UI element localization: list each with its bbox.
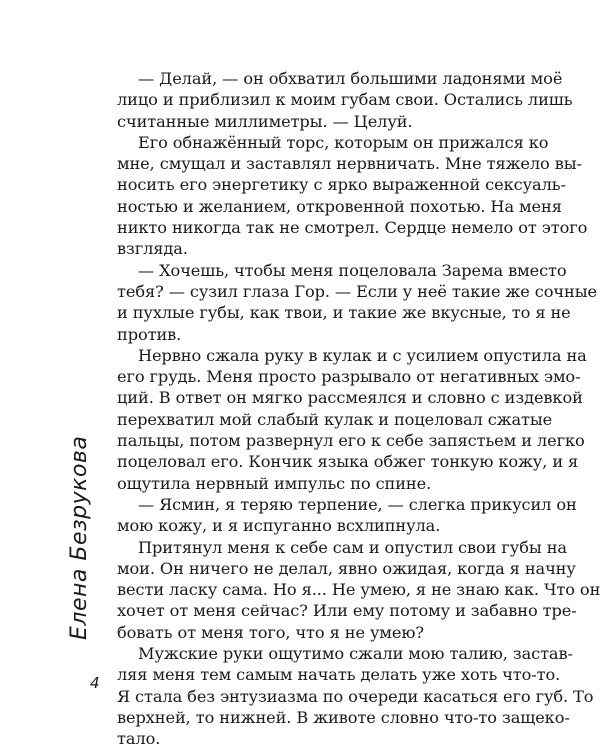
text-line: ощутила нервный импульс по спине. bbox=[117, 473, 432, 493]
text-line: лицо и приблизил к моим губам свои. Остались лишь bbox=[117, 90, 573, 110]
text-line: носить его энергетику с ярко выраженной сексуаль- bbox=[117, 175, 566, 195]
text-line: мою кожу, и я испуганно всхлипнула. bbox=[117, 516, 441, 536]
text-line: верхней, то нижней. В животе словно что-то защеко- bbox=[117, 707, 570, 727]
text-line: бовать от меня того, что я не умею? bbox=[117, 622, 424, 642]
text-line: Мужские руки ощутимо сжали мою талию, застав- bbox=[138, 644, 573, 664]
paragraph bbox=[117, 494, 577, 537]
paragraph bbox=[117, 68, 573, 132]
body-text bbox=[117, 68, 600, 750]
text-line: никто никогда так не смотрел. Сердце немело от этого bbox=[117, 218, 588, 238]
text-line: тало. bbox=[117, 729, 161, 749]
paragraph bbox=[117, 345, 587, 494]
text-line: ций. В ответ он мягко рассмеялся и словно с издевкой bbox=[117, 388, 583, 408]
text-line: Я стала без энтузиазма по очереди касаться его губ. То bbox=[117, 686, 594, 706]
text-line: поцеловал его. Кончик языка обжег тонкую кожу, и я bbox=[117, 452, 579, 472]
text-line: пальцы, потом развернул его к себе запястьем и легко bbox=[117, 431, 585, 451]
text-line: ностью и желанием, откровенной похотью. На меня bbox=[117, 196, 562, 216]
text-line: его грудь. Меня просто разрывало от негативных эмо- bbox=[117, 367, 581, 387]
author-name: Елена Безрукова bbox=[67, 435, 92, 640]
text-line: мне, смущал и заставлял нервничать. Мне тяжело вы- bbox=[117, 154, 582, 174]
text-line: вести ласку сама. Но я... Не умею, я не знаю как. Что он bbox=[117, 580, 600, 600]
text-line: мои. Он ничего не делал, явно ожидая, когда я начну bbox=[117, 558, 576, 578]
text-line: тебя? — сузил глаза Гор. — Если у неё такие же сочные bbox=[117, 281, 597, 301]
page-number: 4 bbox=[90, 674, 100, 692]
text-line: Его обнажённый торс, которым он прижался ко bbox=[138, 132, 549, 152]
text-line: — Ясмин, я теряю терпение, — слегка прикусил он bbox=[138, 494, 577, 514]
paragraph bbox=[117, 643, 594, 749]
text-line: — Хочешь, чтобы меня поцеловала Зарема вместо bbox=[138, 260, 567, 280]
text-line: взгляда. bbox=[117, 239, 188, 259]
text-line: против. bbox=[117, 324, 182, 344]
text-line: — Делай, — он обхватил большими ладонями моё bbox=[138, 69, 563, 88]
text-line: хочет от меня сейчас? Или ему потому и забавно тре- bbox=[117, 601, 577, 621]
paragraph bbox=[117, 132, 588, 260]
text-line: Нервно сжала руку в кулак и с усилием опустила на bbox=[138, 345, 587, 365]
text-line: считанные миллиметры. — Целуй. bbox=[117, 111, 413, 131]
paragraph bbox=[117, 537, 600, 643]
text-line: перехватил мой слабый кулак и поцеловал сжатые bbox=[117, 409, 553, 429]
text-line: и пухлые губы, как твои, и такие же вкусные, то я не bbox=[117, 303, 571, 323]
text-line: Притянул меня к себе сам и опустил свои губы на bbox=[138, 537, 567, 557]
paragraph bbox=[117, 260, 597, 345]
text-line: ляя меня тем самым начать делать уже хоть что-то. bbox=[117, 665, 561, 685]
